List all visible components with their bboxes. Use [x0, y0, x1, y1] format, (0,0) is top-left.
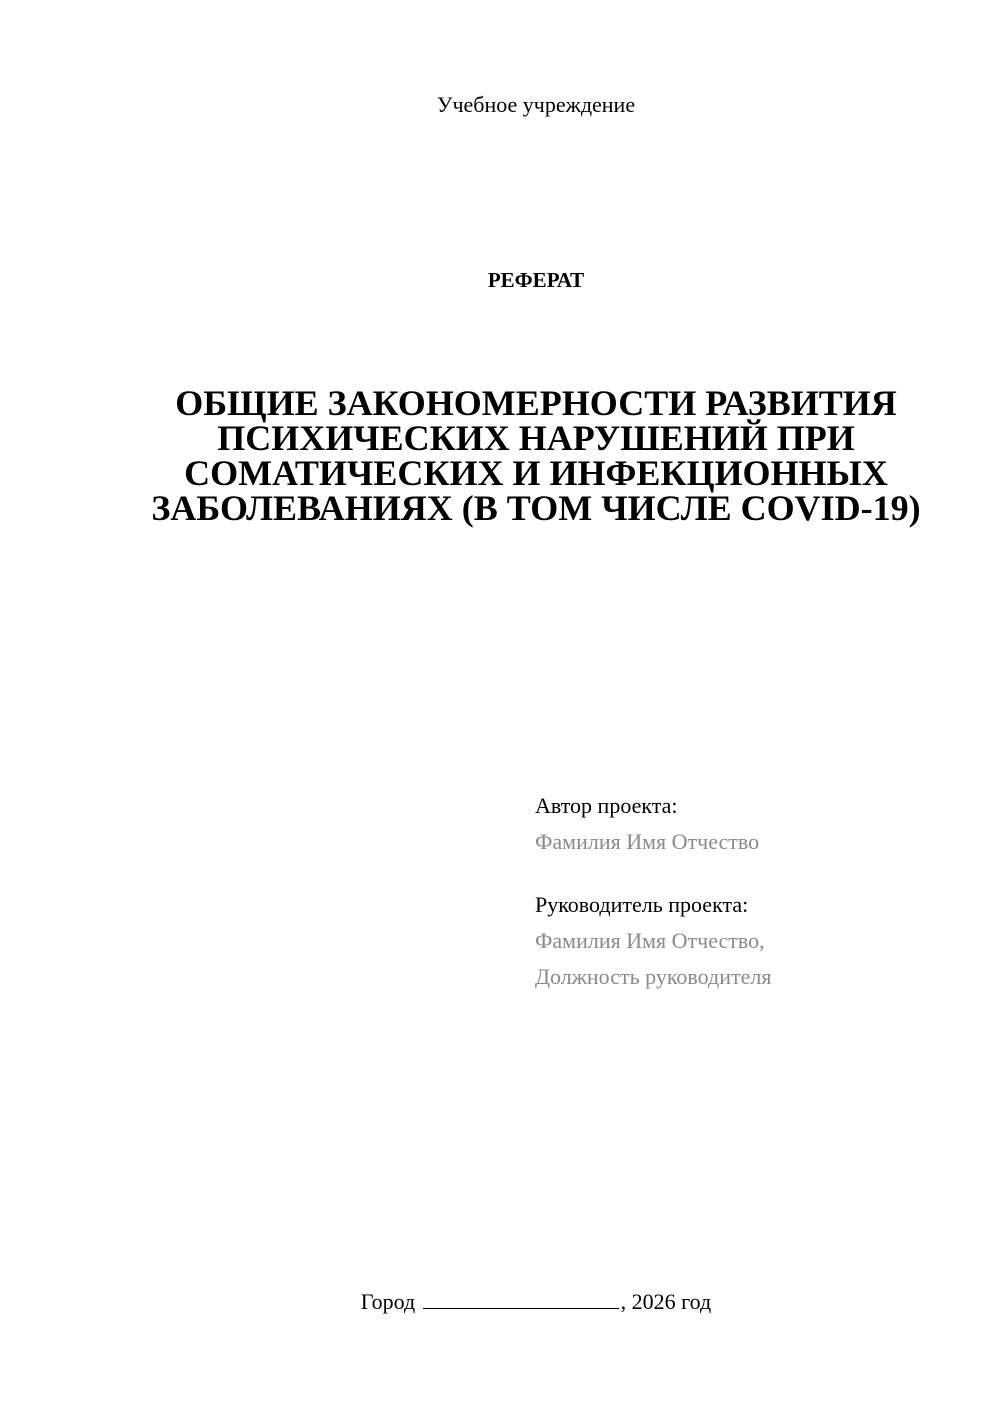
city-label: Город [360, 1289, 416, 1314]
credits-spacer [535, 860, 975, 887]
city-blank-line [423, 1289, 619, 1309]
supervisor-label: Руководитель проекта: [535, 892, 749, 917]
credits-block [535, 788, 975, 995]
supervisor-position: Должность руководителя [535, 964, 772, 989]
footer-city-year [0, 1289, 1000, 1315]
institution-name: Учебное учреждение [436, 92, 636, 117]
supervisor-name: Фамилия Имя Отчество, [535, 928, 765, 953]
author-name: Фамилия Имя Отчество [535, 829, 760, 854]
year-text: , 2026 год [620, 1289, 712, 1314]
author-label: Автор проекта: [535, 793, 678, 818]
document-title: ОБЩИЕ ЗАКОНОМЕРНОСТИ РАЗВИТИЯ ПСИХИЧЕСКИХ НАРУШЕНИЙ ПРИ СОМАТИЧЕСКИХ И ИНФЕКЦИОННЫХ ЗАБОЛЕВАНИЯХ (В ТОМ ЧИСЛЕ COVID-19) [151, 383, 921, 528]
document-type: РЕФЕРАТ [487, 268, 585, 292]
